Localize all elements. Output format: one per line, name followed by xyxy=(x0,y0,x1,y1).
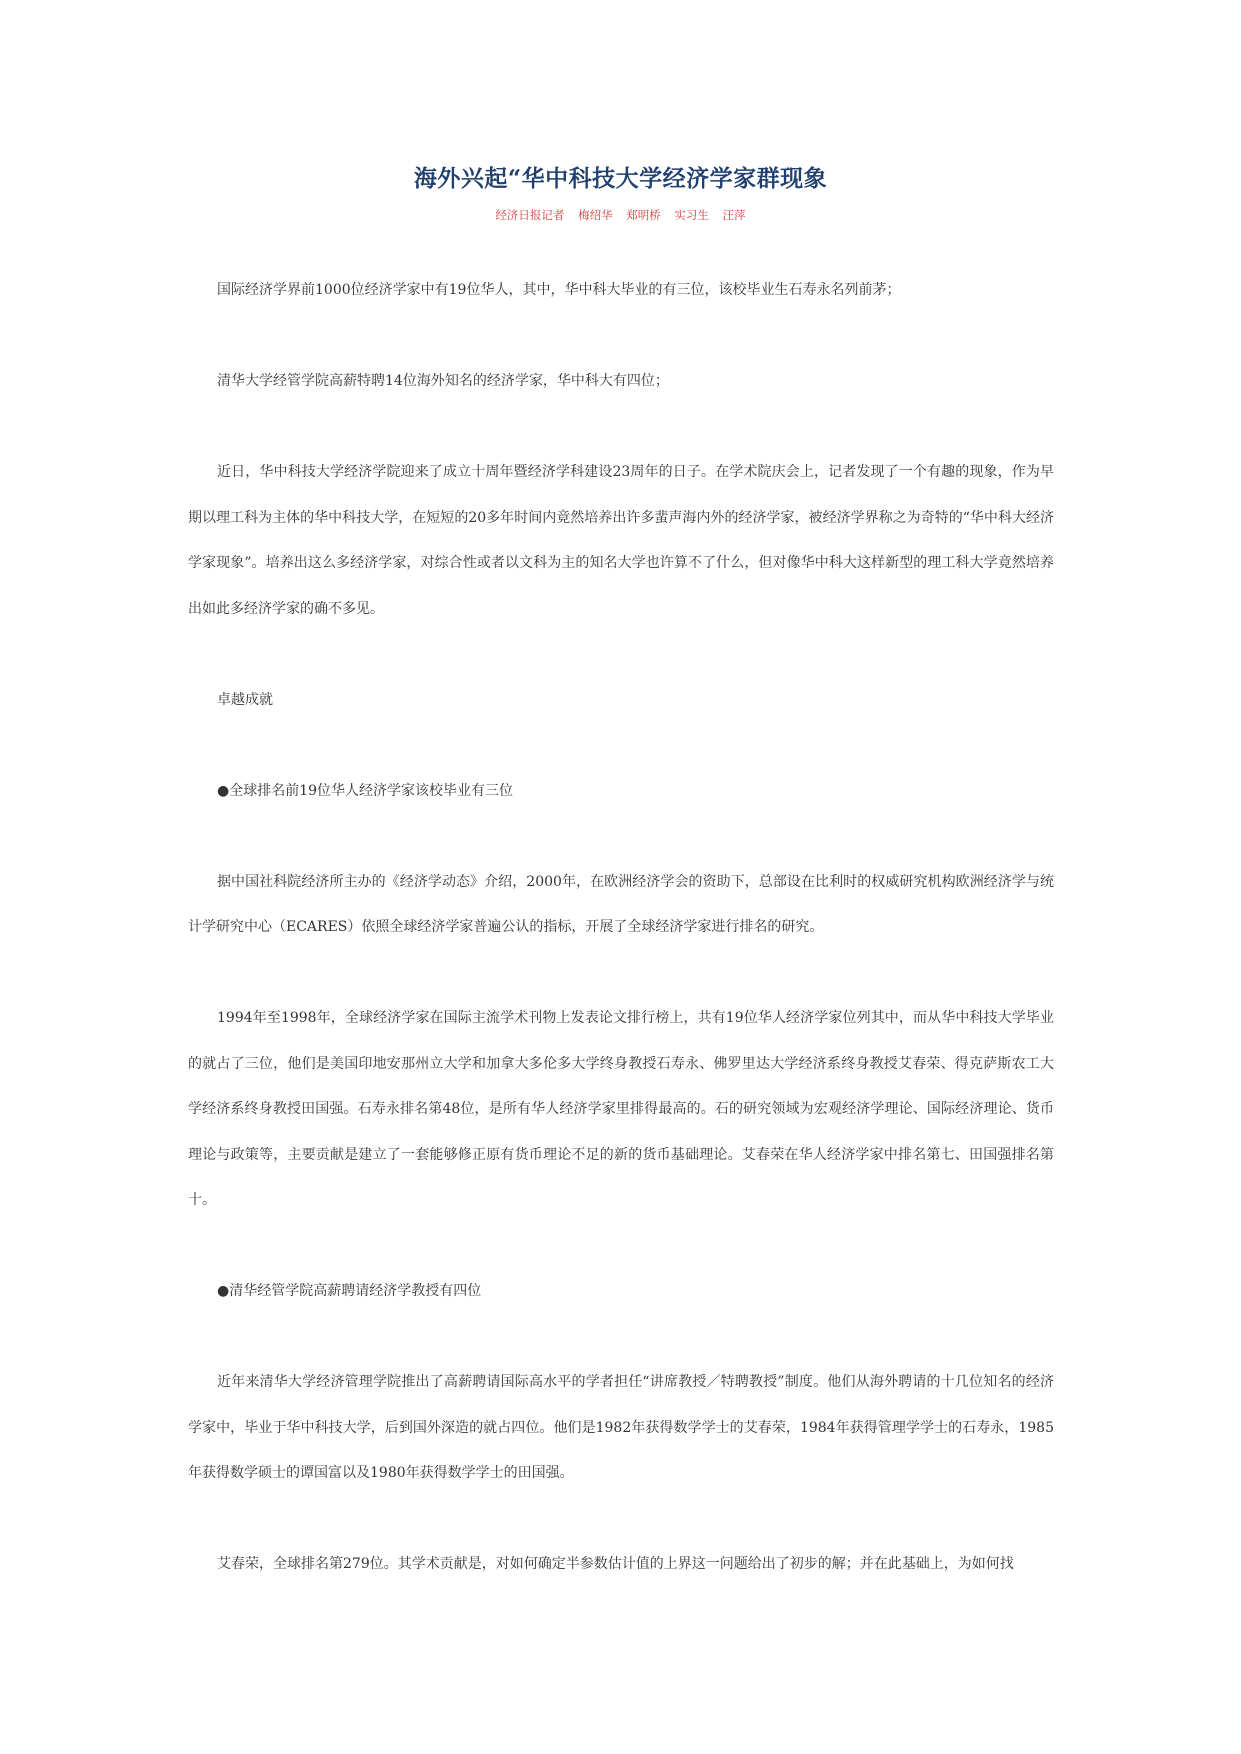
article-title: 海外兴起“华中科技大学经济学家群现象 xyxy=(413,165,828,192)
section-heading: 卓越成就 xyxy=(217,691,273,708)
article-body xyxy=(188,268,1054,1633)
paragraph: 近年来清华大学经济管理学院推出了高薪聘请国际高水平的学者担任“讲席教授／特聘教授”制度。他们从海外聘请的十几位知名的经济学家中，毕业于华中科技大学，后到国外深造的就占四位。他们是1982年获得数学学士的艾春荣，1984年获得管理学学士的石寿永，1985年获得数学硕士的谭国富以及1980年获得数学学士的田国强。 xyxy=(188,1374,1054,1481)
article-byline: 经济日报记者 梅绍华 郑明桥 实习生 汪萍 xyxy=(495,208,746,222)
bullet-heading: ●清华经管学院高薪聘请经济学教授有四位 xyxy=(217,1283,482,1299)
bullet-heading: ●全球排名前19位华人经济学家该校毕业有三位 xyxy=(217,782,514,799)
paragraph: 据中国社科院经济所主办的《经济学动态》介绍，2000年，在欧洲经济学会的资助下，总部设在比利时的权威研究机构欧洲经济学与统计学研究中心（ECARES）依照全球经济学家普遍公认的指标，开展了全球经济学家进行排名的研究。 xyxy=(188,873,1054,935)
paragraph: 清华大学经管学院高薪特聘14位海外知名的经济学家，华中科大有四位； xyxy=(217,373,669,389)
paragraph: 国际经济学界前1000位经济学家中有19位华人，其中，华中科大毕业的有三位，该校毕业生石寿永名列前茅； xyxy=(217,282,901,298)
paragraph: 近日，华中科技大学经济学院迎来了成立十周年暨经济学科建设23周年的日子。在学术院庆会上，记者发现了一个有趣的现象，作为早期以理工科为主体的华中科技大学，在短短的20多年时间内竟然培养出许多蜚声海内外的经济学家，被经济学界称之为奇特的“华中科大经济学家现象”。培养出这么多经济学家，对综合性或者以文科为主的知名大学也许算不了什么，但对像华中科大这样新型的理工科大学竟然培养出如此多经济学家的确不多见。 xyxy=(188,464,1054,617)
paragraph: 艾春荣，全球排名第279位。其学术贡献是，对如何确定半参数估计值的上界这一问题给出了初步的解；并在此基础上，为如何找 xyxy=(217,1556,1014,1572)
paragraph: 1994年至1998年，全球经济学家在国际主流学术刊物上发表论文排行榜上，共有19位华人经济学家位列其中，而从华中科技大学毕业的就占了三位，他们是美国印地安那州立大学和加拿大多伦多大学终身教授石寿永、佛罗里达大学经济系终身教授艾春荣、得克萨斯农工大学经济系终身教授田国强。石寿永排名第48位，是所有华人经济学家里排得最高的。石的研究领域为宏观经济学理论、国际经济理论、货币理论与政策等，主要贡献是建立了一套能够修正原有货币理论不足的新的货币基础理论。艾春荣在华人经济学家中排名第七、田国强排名第十。 xyxy=(188,1010,1054,1208)
